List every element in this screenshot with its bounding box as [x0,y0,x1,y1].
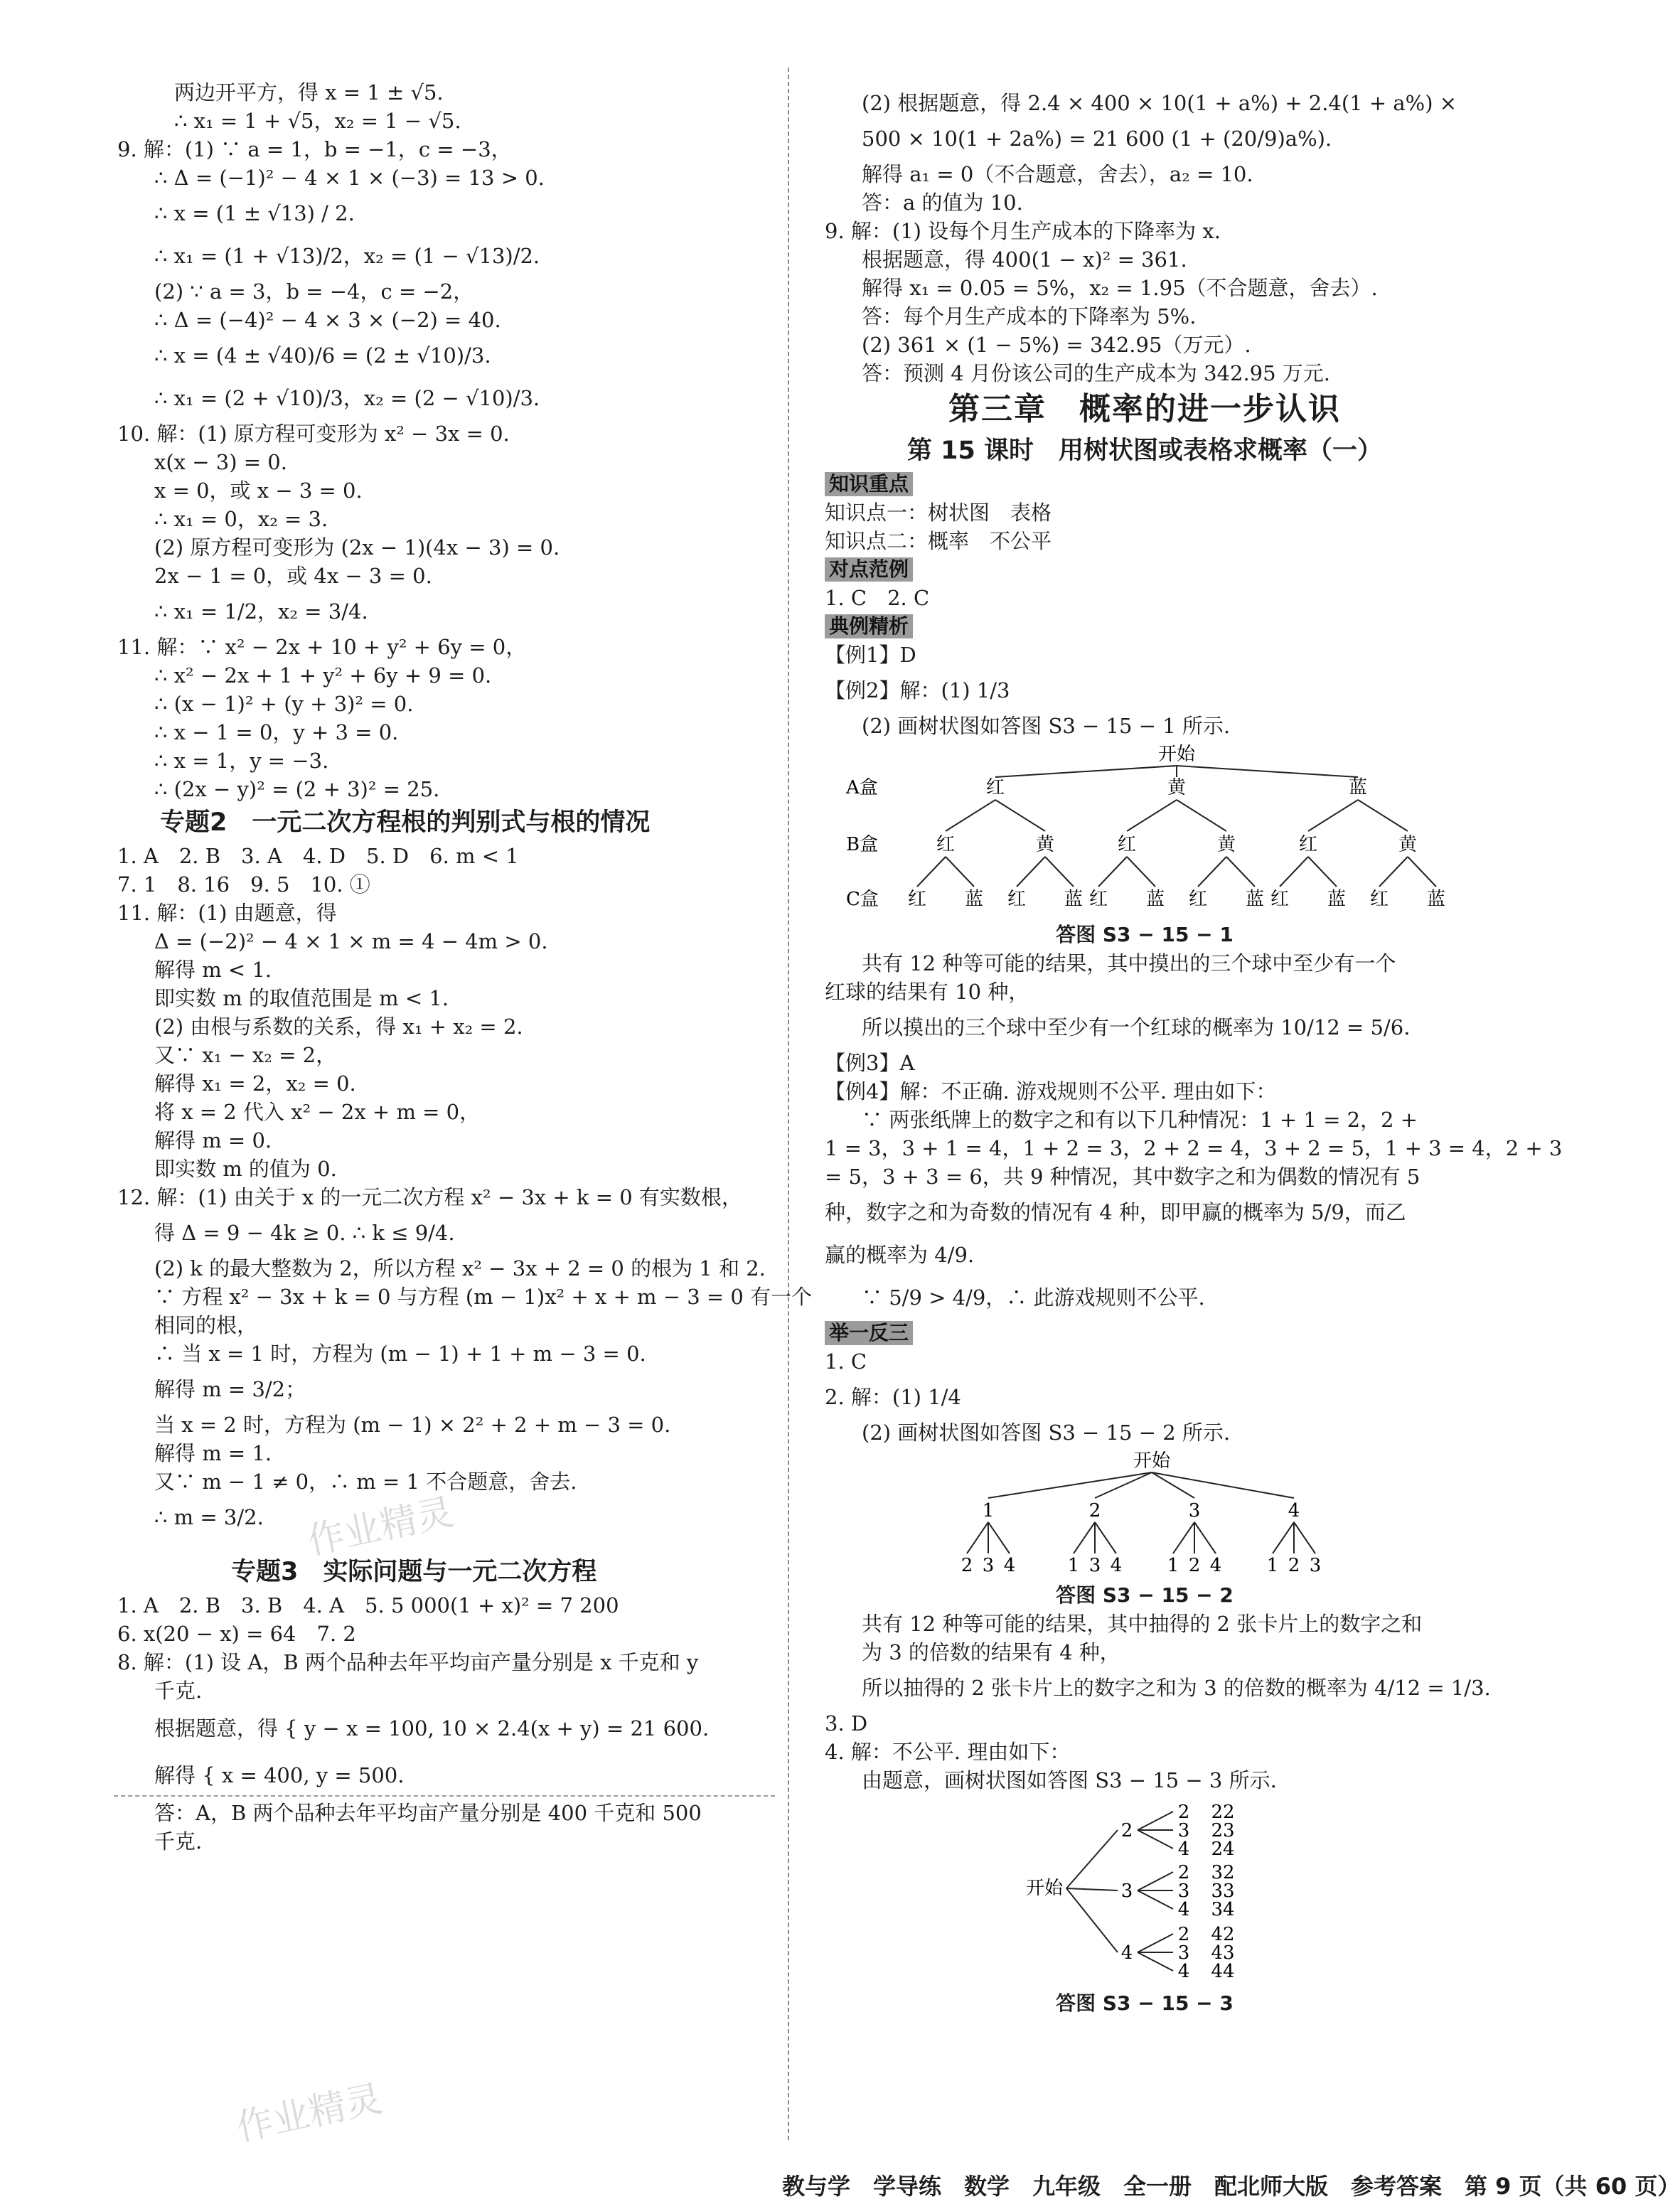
text-line: 2. 解：(1) 1/4 [825,1385,961,1409]
lesson-title: 第 15 课时 用树状图或表格求概率（一） [906,437,1383,465]
tree-diagram-3 [825,1795,1465,1986]
text-line: 【例2】解：(1) 1/3 [825,678,1010,702]
tree-node-second: 3 [1177,1820,1190,1841]
section-title: 专题3 实际问题与一元二次方程 [231,1558,597,1586]
text-line: 解得 m = 1. [154,1441,272,1465]
tree-branch [1138,1872,1173,1890]
tree-node-second: 4 [1177,1899,1190,1920]
tree-node-c: 红 [1270,889,1290,910]
text-line: ∴ x₁ = 1 + √5，x₂ = 1 − √5. [174,109,461,133]
text-line: x(x − 3) = 0. [154,450,287,474]
text-line: 9. 解：(1) 设每个月生产成本的下降率为 x. [825,219,1221,243]
tree-result: 43 [1211,1942,1235,1964]
tree-level-label: B盒 [846,834,879,855]
text-line: 两边开平方，得 x = 1 ± √5. [174,80,444,105]
text-line: 又∵ m − 1 ≠ 0，∴ m = 1 不合题意，舍去. [154,1470,577,1494]
tree-node-second: 2 [961,1555,973,1576]
text-line: 答：A，B 两个品种去年平均亩产量分别是 400 千克和 500 [154,1801,702,1825]
tree-branch [1294,1522,1315,1553]
text-line: 11. 解：∵ x² − 2x + 10 + y² + 6y = 0， [117,635,527,659]
tree-node-second: 2 [1188,1555,1201,1576]
text-line: 根据题意，得 400(1 − x)² = 361. [862,247,1187,272]
tree-branch [946,857,974,887]
tree-diagram-2 [825,1447,1465,1578]
text-line: 4. 解：不公平. 理由如下： [825,1740,1071,1764]
tree-node-second: 3 [982,1555,995,1576]
text-line: 得 Δ = 9 − 4k ≥ 0. ∴ k ≤ 9/4. [154,1221,455,1245]
text-line: 千克. [154,1679,203,1703]
tree-result: 32 [1211,1862,1235,1883]
tree-level-label: C盒 [846,889,879,910]
text-line: ∴ Δ = (−4)² − 4 × 3 × (−2) = 40. [154,308,501,332]
tree-node-second: 3 [1309,1555,1322,1576]
tree-node-second: 4 [1209,1555,1222,1576]
tree-branch [1308,857,1337,887]
chapter-title: 第三章 概率的进一步认识 [948,391,1341,427]
text-line: (2) 361 × (1 − 5%) = 342.95（万元）. [862,333,1251,357]
tree-node-first: 4 [1120,1942,1133,1964]
watermark: 作业精灵 [304,1490,458,1563]
tree-node-second: 2 [1177,1924,1190,1945]
tree-branch [1358,800,1408,831]
text-line: 9. 解：(1) ∵ a = 1，b = −1，c = −3， [117,137,512,161]
text-line: 解得 x₁ = 2，x₂ = 0. [154,1071,356,1096]
text-line: (2) 原方程可变形为 (2x − 1)(4x − 3) = 0. [154,535,560,560]
tree-node-c: 红 [1188,889,1208,910]
text-line: (2) k 的最大整数为 2，所以方程 x² − 3x + 2 = 0 的根为 1 和 2. [154,1256,766,1280]
tree-branch [988,1522,1010,1553]
tree-node-b: 黄 [1216,834,1236,855]
tree-branch [1273,1522,1294,1553]
tree-root: 开始 [1157,744,1196,765]
tree-node-c: 红 [1369,889,1389,910]
tree-result: 24 [1211,1839,1235,1860]
tree-branch [967,1522,988,1553]
tree-node-c: 红 [1007,889,1027,910]
tree-branch [1138,1830,1173,1849]
tree-node-first: 2 [1120,1820,1133,1841]
tree-node-second: 2 [1177,1862,1190,1883]
text-line: ∴ x = 1，y = −3. [154,749,329,773]
text-line: 3. D [825,1711,868,1735]
section-tag: 举一反三 [825,1321,913,1345]
text-line: 解得 m = 0. [154,1128,272,1152]
text-line: 解得 { x = 400, y = 500. [154,1763,405,1787]
text-line: 所以摸出的三个球中至少有一个红球的概率为 10/12 = 5/6. [862,1015,1411,1039]
section-tag: 典例精析 [825,614,913,638]
tree-branch [1066,1888,1118,1952]
tree-node-a: 蓝 [1348,777,1368,798]
text-line: ∴ x = (4 ± √40)/6 = (2 ± √10)/3. [154,343,491,368]
tree-branch [1379,857,1408,887]
tree-branch [1045,857,1074,887]
tree-branch [1138,1934,1173,1952]
tree-node-first: 2 [1088,1500,1101,1521]
text-line: 1. C 2. C [825,586,930,610]
text-line: 8. 解：(1) 设 A，B 两个品种去年平均亩产量分别是 x 千克和 y [117,1650,699,1674]
text-line: 将 x = 2 代入 x² − 2x + m = 0， [154,1100,481,1124]
text-line: 1 = 3，3 + 1 = 4，1 + 2 = 3，2 + 2 = 4，3 + 2 = 5，1 + 3 = 4，2 + 3 [825,1136,1563,1160]
watermark: 作业精灵 [232,2077,387,2150]
section-title: 专题2 一元二次方程根的判别式与根的情况 [160,808,651,837]
tree-branch [1177,766,1358,777]
tree-branch [1074,1522,1095,1553]
text-line: 千克. [154,1829,203,1854]
column-divider [788,68,789,2140]
tree-branch [946,800,995,831]
text-line: 1. A 2. B 3. B 4. A 5. 5 000(1 + x)² = 7 200 [117,1593,619,1617]
text-line: ∴ Δ = (−1)² − 4 × 1 × (−3) = 13 > 0. [154,166,545,190]
text-line: ∵ 5/9 > 4/9，∴ 此游戏规则不公平. [862,1285,1205,1310]
tree-level-label: A盒 [846,777,878,798]
text-line: ∴ x − 1 = 0，y + 3 = 0. [154,720,399,744]
tree-node-second: 4 [1177,1961,1190,1982]
tree-result: 23 [1211,1820,1235,1841]
tree-node-b: 黄 [1035,834,1055,855]
text-line: 相同的根， [154,1313,258,1337]
text-line: 1. C [825,1349,867,1374]
text-line: ∵ 方程 x² − 3x + k = 0 与方程 (m − 1)x² + x + m − 3 = 0 有一个 [154,1285,813,1309]
tree-node-c: 蓝 [964,889,984,910]
tree-node-a: 黄 [1167,777,1187,798]
text-line: 红球的结果有 10 种， [825,980,1029,1004]
tree-result: 44 [1211,1961,1235,1982]
tree-branch [1173,1522,1194,1553]
tree-node-b: 红 [936,834,956,855]
figure-caption: 答图 S3 − 15 − 1 [1056,923,1234,946]
text-line: 知识点一：树状图 表格 [825,501,1052,525]
text-line: 6. x(20 − x) = 64 7. 2 [117,1622,356,1646]
text-line: ∴ x² − 2x + 1 + y² + 6y + 9 = 0. [154,663,492,688]
text-line: 答：预测 4 月份该公司的生产成本为 342.95 万元. [862,361,1331,385]
tree-branch [1280,857,1308,887]
text-line: ∴ x = (1 ± √13) / 2. [154,201,355,225]
text-line: 答：a 的值为 10. [862,191,1023,215]
tree-node-c: 红 [907,889,927,910]
tree-branch [1017,857,1045,887]
tree-node-c: 蓝 [1245,889,1265,910]
text-line: 由题意，画树状图如答图 S3 − 15 − 3 所示. [862,1768,1277,1792]
tree-node-first: 1 [982,1500,995,1521]
tree-node-b: 黄 [1398,834,1418,855]
tree-node-second: 2 [1288,1555,1300,1576]
tree-root: 开始 [1133,1450,1171,1472]
tree-branch [1095,1522,1116,1553]
section-tag: 知识重点 [825,472,913,496]
text-line: 【例1】D [825,643,916,667]
tree-node-first: 3 [1188,1500,1201,1521]
text-line: 【例3】A [825,1051,915,1075]
tree-branch [917,857,946,887]
text-line: 1. A 2. B 3. A 4. D 5. D 6. m < 1 [117,844,519,868]
text-line: 即实数 m 的值为 0. [154,1157,337,1181]
tree-branch [1138,1890,1173,1909]
tree-node-second: 3 [1088,1555,1101,1576]
tree-node-second: 1 [1266,1555,1279,1576]
text-line: (2) 画树状图如答图 S3 − 15 − 2 所示. [862,1421,1231,1445]
text-line: 解得 a₁ = 0（不合题意，舍去），a₂ = 10. [862,162,1253,186]
text-line: 知识点二：概率 不公平 [825,529,1052,553]
tree-node-b: 红 [1117,834,1137,855]
text-line: (2) 根据题意，得 2.4 × 400 × 10(1 + a%) + 2.4(1 + a%) × [862,91,1457,115]
tree-node-c: 蓝 [1145,889,1165,910]
tree-node-b: 红 [1298,834,1318,855]
tree-branch [1138,1952,1173,1971]
text-line: 解得 m < 1. [154,958,272,982]
tree-branch [1127,857,1155,887]
text-line: 12. 解：(1) 由关于 x 的一元二次方程 x² − 3x + k = 0 有实数根， [117,1185,742,1209]
tree-root: 开始 [1025,1878,1063,1899]
text-line: = 5，3 + 3 = 6，共 9 种情况，其中数字之和为偶数的情况有 5 [825,1165,1420,1189]
figure-caption: 答图 S3 − 15 − 2 [1056,1583,1234,1607]
tree-node-c: 蓝 [1426,889,1446,910]
tree-branch [1194,1522,1216,1553]
text-line: 答：每个月生产成本的下降率为 5%. [862,304,1197,328]
tree-branch [995,766,1177,777]
tree-branch [1177,800,1226,831]
text-line: 2x − 1 = 0，或 4x − 3 = 0. [154,564,432,588]
text-line: 解得 x₁ = 0.05 = 5%，x₂ = 1.95（不合题意，舍去）. [862,276,1378,300]
tree-node-c: 蓝 [1327,889,1347,910]
text-line: 500 × 10(1 + 2a%) = 21 600 (1 + (20/9)a%). [862,127,1332,151]
page-footer: 教与学 学导练 数学 九年级 全一册 配北师大版 参考答案 第 9 页（共 60 页） [782,2173,1680,2200]
tree-node-second: 1 [1167,1555,1179,1576]
tree-diagram-1 [825,740,1465,918]
text-line: 共有 12 种等可能的结果，其中抽得的 2 张卡片上的数字之和 [862,1612,1423,1636]
text-line: 解得 m = 3/2； [154,1377,306,1401]
tree-branch [1198,857,1226,887]
tree-node-c: 蓝 [1064,889,1084,910]
text-line: 赢的概率为 4/9. [825,1243,975,1267]
tree-branch [1226,857,1255,887]
tree-branch [995,800,1045,831]
text-line: ∴ (x − 1)² + (y + 3)² = 0. [154,692,414,716]
text-line: (2) ∵ a = 3，b = −4，c = −2， [154,279,474,304]
text-line: ∴ m = 3/2. [154,1505,264,1529]
figure-caption: 答图 S3 − 15 − 3 [1056,1991,1234,2015]
text-line: ∴ x₁ = (1 + √13)/2，x₂ = (1 − √13)/2. [154,244,540,268]
tree-branch [1138,1812,1173,1830]
text-line: x = 0，或 x − 3 = 0. [154,478,363,503]
tree-branch [988,1472,1152,1498]
tree-node-second: 2 [1177,1802,1190,1823]
text-line: ∴ x₁ = (2 + √10)/3，x₂ = (2 − √10)/3. [154,386,540,410]
text-line: 10. 解：(1) 原方程可变形为 x² − 3x = 0. [117,422,510,446]
tree-result: 33 [1211,1881,1235,1902]
text-line: (2) 画树状图如答图 S3 − 15 − 1 所示. [862,714,1231,738]
text-line: ∴ x₁ = 0，x₂ = 3. [154,507,328,531]
tree-branch [1127,800,1177,831]
tree-node-second: 3 [1177,1881,1190,1902]
tree-node-second: 3 [1177,1942,1190,1964]
text-line: 7. 1 8. 16 9. 5 10. ① [117,872,370,897]
tree-branch [1408,857,1436,887]
tree-branch [1308,800,1358,831]
text-line: 【例4】解：不正确. 游戏规则不公平. 理由如下： [825,1079,1277,1103]
tree-node-second: 1 [1067,1555,1080,1576]
text-line: 种，数字之和为奇数的情况有 4 种，即甲赢的概率为 5/9，而乙 [825,1200,1406,1224]
text-line: ∴ (2x − y)² = (2 + 3)² = 25. [154,777,440,801]
tree-node-second: 4 [1177,1839,1190,1860]
tree-result: 22 [1211,1802,1235,1823]
tree-node-first: 3 [1120,1881,1133,1902]
text-line: ∴ 当 x = 1 时，方程为 (m − 1) + 1 + m − 3 = 0. [154,1342,646,1366]
text-line: 共有 12 种等可能的结果，其中摸出的三个球中至少有一个 [862,951,1396,975]
tree-branch [1066,1830,1118,1888]
text-line: 所以抽得的 2 张卡片上的数字之和为 3 的倍数的概率为 4/12 = 1/3. [862,1676,1491,1700]
text-line: 当 x = 2 时，方程为 (m − 1) × 2² + 2 + m − 3 = 0. [154,1413,671,1437]
text-line: 根据题意，得 { y − x = 100, 10 × 2.4(x + y) = 21 600. [154,1716,710,1740]
text-line: ∴ x₁ = 1/2，x₂ = 3/4. [154,599,368,624]
text-line: Δ = (−2)² − 4 × 1 × m = 4 − 4m > 0. [154,929,548,953]
right-column [825,89,1563,2018]
text-line: 11. 解：(1) 由题意，得 [117,901,337,925]
text-line: 又∵ x₁ − x₂ = 2， [154,1043,337,1067]
tree-node-c: 红 [1088,889,1108,910]
left-column [117,78,813,1856]
text-line: 为 3 的倍数的结果有 4 种， [862,1640,1120,1664]
tree-node-first: 4 [1288,1500,1300,1521]
text-line: 即实数 m 的取值范围是 m < 1. [154,986,449,1010]
tree-branch [1066,1888,1118,1890]
text-line: (2) 由根与系数的关系，得 x₁ + x₂ = 2. [154,1015,523,1039]
tree-result: 34 [1211,1899,1235,1920]
section-tag: 对点范例 [825,557,913,582]
tree-node-second: 4 [1110,1555,1123,1576]
tree-node-second: 4 [1003,1555,1016,1576]
text-line: ∵ 两张纸牌上的数字之和有以下几种情况：1 + 1 = 2，2 + [862,1108,1418,1132]
tree-result: 42 [1211,1924,1235,1945]
tree-node-a: 红 [985,777,1005,798]
tree-branch [1098,857,1127,887]
